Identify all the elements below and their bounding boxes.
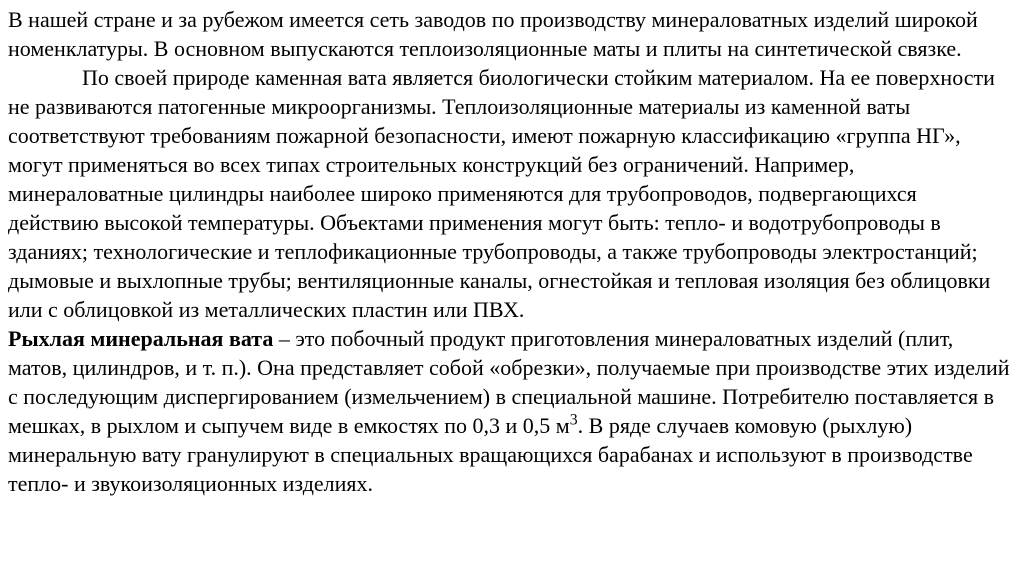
paragraph-stone-wool-properties: По своей природе каменная вата является биологически стойким материалом. На ее поверхности не развиваются патогенные микроорганизмы. Теплоизоляционные материалы из каменной ваты соответствуют требованиям пожарной безопасности, имеют пожарную классификацию «группа НГ», могут применяться во всех типах строительных конструкций без ограничений. Например, минераловатные цилиндры наиболее широко применяются для трубопроводов, подвергающихся действию высокой температуры. Объектами применения могут быть: тепло- и водотрубопроводы в зданиях; технологические и теплофикационные трубопроводы, а также трубопроводы электростанций; дымовые и выхлопные трубы; вентиляционные каналы, огнестойкая и тепловая изоляция без облицовки или с облицовкой из металлических пластин или ПВХ. (8, 65, 995, 322)
loose-mineral-wool-text-b: . В ряде случаев комовую (рыхлую) минеральную вату гранулируют в специальных вращающихся барабанах и используют в производстве тепло- и звукоизоляционных изделиях. (8, 413, 973, 496)
cubic-meter-superscript: 3 (569, 411, 578, 429)
loose-mineral-wool-text-a: – это побочный продукт приготовления минераловатных изделий (плит, матов, цилиндров, и т. п.). Она представляет собой «обрезки», получаемые при производстве этих изделий с последующим диспергированием (измельчением) в специальной машине. Потребителю поставляется в мешках, в рыхлом и сыпучем виде в емкостях по 0,3 и 0,5 м (8, 326, 1010, 438)
loose-mineral-wool-term: Рыхлая минеральная вата (8, 326, 274, 351)
paragraph-factories-intro: В нашей стране и за рубежом имеется сеть заводов по производству минераловатных изделий широкой номенклатуры. В основном выпускаются теплоизоляционные маты и плиты на синтетической связке. (8, 7, 978, 61)
paragraph-loose-mineral-wool (8, 324, 1010, 498)
